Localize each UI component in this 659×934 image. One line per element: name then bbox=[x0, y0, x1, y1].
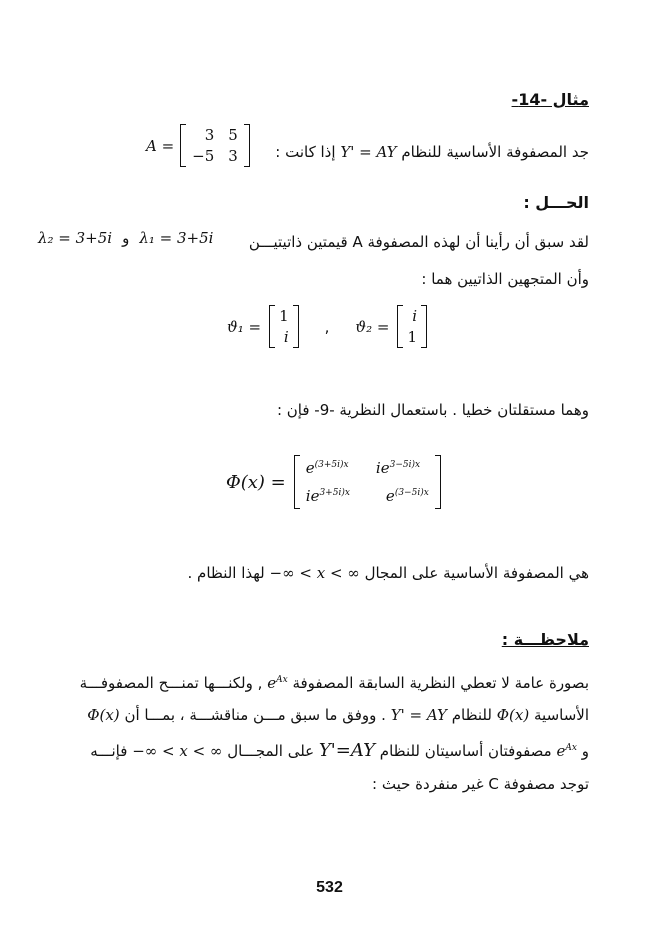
note-text: مصفوفتان أساسيتان للنظام bbox=[379, 742, 552, 760]
fundamental-statement: هي المصفوفة الأساسية على المجال bbox=[364, 564, 589, 582]
vector-cell: i bbox=[412, 307, 418, 325]
solution-heading: الحـــل : bbox=[523, 193, 589, 212]
phi-entry: ie bbox=[305, 487, 320, 505]
page-number: 532 bbox=[316, 879, 343, 896]
v1-vector bbox=[269, 305, 299, 348]
interval: −∞ < x < ∞ bbox=[269, 564, 360, 582]
matrix-a-label: A = bbox=[146, 136, 175, 155]
matrix-cell: −5 bbox=[192, 147, 215, 165]
vector-cell: i bbox=[283, 328, 289, 346]
vector-cell: 1 bbox=[279, 307, 289, 325]
separator: , bbox=[324, 317, 330, 336]
eigenvectors bbox=[227, 305, 427, 348]
v2-vector bbox=[397, 305, 427, 348]
problem-condition: إذا كانت : bbox=[275, 143, 336, 161]
system-equation: Y'=AY bbox=[318, 740, 375, 761]
example-heading: مثال -14- bbox=[511, 90, 589, 109]
phi-label: Φ(x) = bbox=[226, 471, 286, 493]
phi-exponent: 3−5i)x bbox=[389, 460, 421, 470]
eigenvalues bbox=[38, 229, 213, 247]
matrix-cell: 3 bbox=[228, 147, 238, 165]
note-text: فإنـــه bbox=[90, 742, 128, 760]
note-line-2 bbox=[87, 706, 589, 724]
v1-label: ϑ₁ = bbox=[227, 317, 262, 336]
fundamental-text bbox=[188, 564, 590, 582]
v2-label: ϑ₂ = bbox=[355, 317, 390, 336]
phi-symbol: Φ(x) bbox=[87, 706, 120, 724]
phi-exponent: (3−5i)x bbox=[394, 488, 429, 498]
system-equation: Y' = AY bbox=[340, 143, 397, 161]
system-equation: Y' = AY bbox=[390, 706, 447, 724]
lambda-1: λ₁ = 3+5i bbox=[139, 229, 214, 247]
lambda-2: λ₂ = 3+5i bbox=[38, 229, 113, 247]
eigenvalue-text: لقد سبق أن رأينا أن لهذه المصفوفة A قيمتين ذاتيتيـــن bbox=[248, 233, 589, 251]
problem-text bbox=[275, 143, 589, 161]
note-text: , ولكنـــها تمنـــح المصفوفـــة bbox=[79, 674, 263, 692]
phi-entry: ie bbox=[375, 459, 390, 477]
note-text: للنظام bbox=[451, 706, 492, 724]
note-line-4: توجد مصفوفة C غير منفردة حيث : bbox=[372, 775, 589, 793]
phi-entry: e bbox=[305, 459, 315, 477]
note-text: على المجـــال bbox=[227, 742, 315, 760]
note-line-1: بصورة عامة لا تعطي النظرية السابقة المصفوفة $e^{Ax}$ , ولكنـــها تمنـــح المصفوفـــة bbox=[79, 674, 589, 692]
matrix-cell: 5 bbox=[228, 126, 238, 144]
vectors-intro: وأن المتجهين الذاتيين هما : bbox=[421, 270, 589, 288]
vector-cell: 1 bbox=[407, 328, 418, 346]
phi-entry: e bbox=[385, 487, 395, 505]
and-word: و bbox=[122, 229, 130, 247]
interval: −∞ < x < ∞ bbox=[132, 742, 223, 760]
phi-exponent: 3+5i)x bbox=[319, 488, 350, 498]
note-line-3: و $e^{Ax}$ مصفوفتان أساسيتان للنظام Y'=AY على المجـــال −∞ < x < ∞ فإنـــه bbox=[90, 740, 589, 761]
fundamental-tail: لهذا النظام . bbox=[187, 564, 265, 582]
phi-symbol: Φ(x) bbox=[496, 706, 530, 724]
note-text: الأساسية bbox=[534, 706, 589, 724]
problem-statement: جد المصفوفة الأساسية للنظام bbox=[401, 143, 589, 161]
note-text: بصورة عامة لا تعطي النظرية السابقة المصفوفة bbox=[292, 674, 589, 692]
matrix-cell: 3 bbox=[204, 126, 215, 144]
note-text: و bbox=[581, 742, 589, 760]
phi-exponent: (3+5i)x bbox=[314, 460, 349, 470]
note-heading: ملاحظـــة : bbox=[501, 630, 589, 649]
note-text: . ووفق ما سبق مـــن مناقشـــة ، بمـــا أن bbox=[124, 706, 386, 724]
independence-text: وهما مستقلتان خطيا . باستعمال النظرية -9- فإن : bbox=[276, 401, 589, 419]
phi-matrix bbox=[226, 455, 441, 509]
matrix-a bbox=[146, 124, 250, 167]
